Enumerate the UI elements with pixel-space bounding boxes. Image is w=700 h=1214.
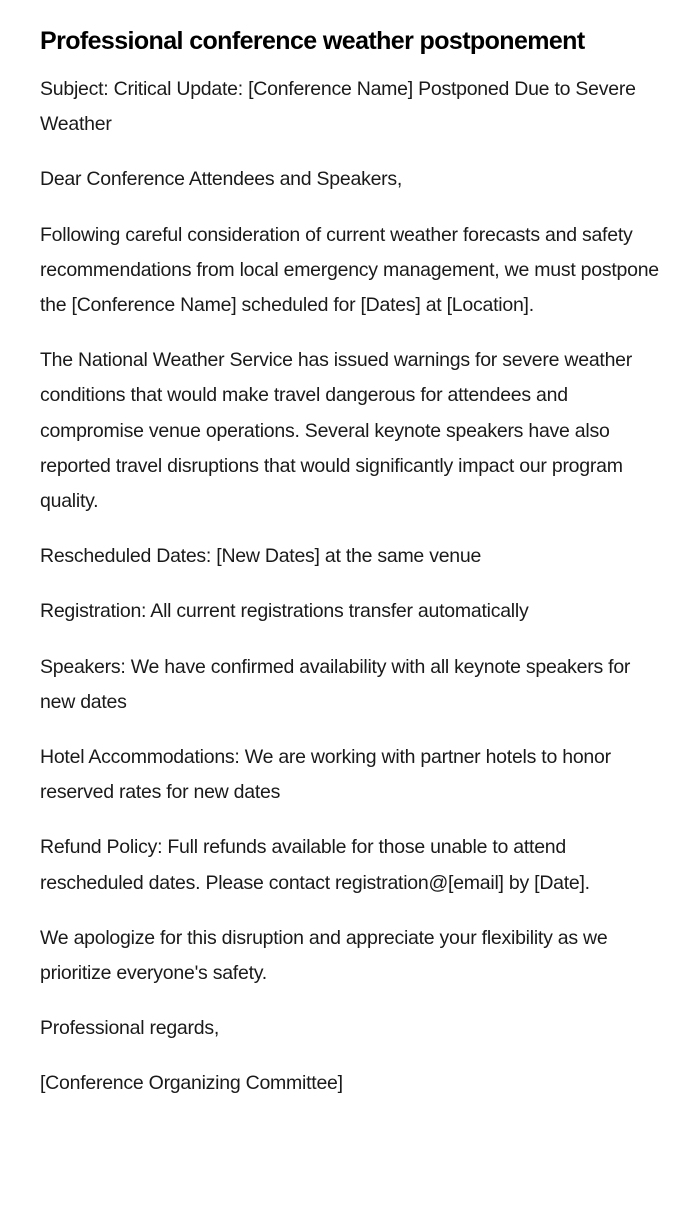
salutation: Dear Conference Attendees and Speakers,	[40, 168, 403, 191]
detail-hotel-accommodations: Hotel Accommodations: We are working with partner hotels to honor reserved rates for new dates	[40, 746, 611, 804]
detail-registration: Registration: All current registrations transfer automatically	[40, 600, 529, 623]
body-paragraph-reason: The National Weather Service has issued warnings for severe weather conditions that would make travel dangerous for attendees and compromise venue operations. Several keynote speakers have also reported travel disruptions that would significantly impact our program quality.	[40, 349, 633, 513]
subject-line: Subject: Critical Update: [Conference Name] Postponed Due to Severe Weather	[40, 78, 636, 136]
apology-paragraph: We apologize for this disruption and appreciate your flexibility as we prioritize everyone's safety.	[40, 926, 608, 985]
detail-speakers: Speakers: We have confirmed availability with all keynote speakers for new dates	[40, 655, 631, 713]
detail-rescheduled-dates: Rescheduled Dates: [New Dates] at the same venue	[40, 545, 482, 568]
document-title: Professional conference weather postponement	[40, 27, 585, 55]
signature: [Conference Organizing Committee]	[40, 1072, 343, 1095]
detail-refund-policy: Refund Policy: Full refunds available for those unable to attend rescheduled dates. Please contact registration@[email] by [Date].	[40, 836, 590, 894]
closing: Professional regards,	[40, 1017, 220, 1040]
body-paragraph-intro: Following careful consideration of current weather forecasts and safety recommendations from local emergency management, we must postpone the [Conference Name] scheduled for [Dates] at [Location].	[40, 223, 659, 317]
